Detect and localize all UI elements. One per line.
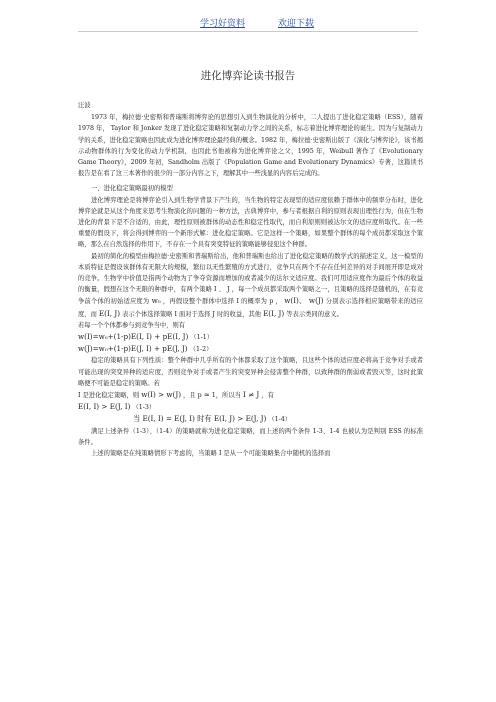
body-paragraph-2: [78, 251, 423, 320]
section-heading: 一、进化稳定策略最初的模型: [91, 185, 173, 193]
body-paragraph-4: 稳定的策略具有下列性质：整个种群中几乎所有的个体都采取了这个策略，且这些个体的适应度必将高于竞争对手或者可能出现的突变异种的适应度，否则竞争对手或者产生的突变异种会侵害整个种群，以致种群的削弱或者毁灭等，这时此策略便不可能是稳定的策略。若: [78, 357, 423, 387]
body-paragraph-5: 满足上述条件（1-3）、（1-4）的策略就称为进化稳定策略，而上述的两个条件 1-3、1-4 也被认为是判别 ESS 的标准条件。: [78, 427, 423, 446]
equation-2: [78, 343, 423, 355]
paragraph-3: 若每一个个体都参与到竞争当中，则有: [78, 321, 186, 329]
para2-part-e: 等表示类同的意义。: [286, 310, 343, 318]
math-wI-gt-wJ: w(I) > w(J): [141, 390, 182, 400]
equation-2-label: （1-2）: [189, 346, 213, 354]
equation-3: [78, 401, 423, 413]
para4b-part-d: ，有: [261, 392, 274, 400]
math-EIJ-2: E(I, J): [263, 308, 285, 318]
equation-3-label: （1-3）: [132, 404, 156, 412]
document-body: [78, 100, 423, 459]
math-w0: w₀: [151, 296, 161, 306]
equation-1-label: （1-1）: [190, 334, 214, 342]
equation-4-formula: 当 E(I, I) = E(J, I) 时有 E(I, J) > E(J, J): [133, 414, 267, 424]
ess-condition-line: [78, 389, 423, 401]
header-links: [200, 16, 344, 29]
study-materials-link[interactable]: 学习好资料: [200, 19, 246, 29]
body-paragraph-1: 进化博弈理论是将博弈论引入到生物学背景下产生的，当生物的特定表现型的适应度依赖于群体中的频率分布时，进化博弈论就是从这个角度来思考生物演化的问题的一种方法，古典博弈中，参与者根据自利的原则表现出理性行为，但在生物进化的背景下是不合适的，由此，理性原则被群体的动态性和稳定性取代，而自利原则则被达尔文的适应度所取代。在一些重要的假设下，将会得到博弈的一个新形式解：进化稳定策略。它是这样一个策略，如果整个群体的每个成员都采取这个策略，那么在自然选择的作用下，不存在一个具有突变特征的策略能够侵犯这个种群。: [78, 196, 423, 249]
para2-part-b: ，再假设整个群体中选择 I 的概率为 p ，: [162, 298, 283, 306]
document-title: 进化博弈论读书报告: [200, 70, 296, 82]
equation-1-formula: w(I)=w₀+(1-p)E(I, I) + pE(I, J): [78, 332, 189, 342]
abstract-paragraph: 1973 年，梅拉德·史密斯和普瑞斯将博弈论的思想引入到生物演化的分析中，二人提出了进化稳定策略（ESS），随着 1978 年， Taylor 和 Jonker 发现了进化稳定策略和复制动力学之间的关系，标志着进化博弈理论的诞生。因为与复制动力学的关系，进化稳定策略也因此成为进化博弈理论最经典的概念。1982 年，梅拉德·史密斯出版了《演化与博弈论》，该书揭示动物群体的行为变化的动力学机制，也因此书他被称为进化博弈论之父，1995 年，Weibull 著作了《Evolutionary Game Theory》，2009 年初，Sandholm 出版了《Population Game and Evolutionary Dynamics》专著，这篇读书报告是在看了这三本著作的很少的一部分内容之下，理解其中一些浅显的内容后完成的。: [78, 114, 423, 178]
para2-part-a: 最初的简化的模型由梅拉德·史密斯和普瑞斯给出，他和普瑞斯也给出了进化稳定策略的数学式的描述定义，这一模型的本质特征是假设该群体有无限大的规模，繁衍以无性繁殖的方式进行，竞争只在两个不存在任何差异的对手间展开即是成对的竞争。生物学中价值是指两个动物为了争夺资源而增加的或者减少的达尔文适应度。我们可用适应度作为最后个体的收益的衡量，假想在这个无限的种群中，有两个策略 I 、 J ，每一个成员都采取两个策略之一，且策略的选择是随机的，在有竞争前个体的初始适应度为: [78, 252, 423, 306]
header-divider: [78, 31, 418, 32]
equation-3-formula: E(I, I) > E(J, I): [78, 402, 131, 412]
download-link[interactable]: 欢迎下载: [277, 19, 314, 29]
body-paragraph-6: 上述的策略是在纯策略情形下考虑的，当策略 I 是从一个可能策略集合中随机的选择而: [91, 450, 331, 458]
math-approx: ≈: [203, 390, 210, 400]
equation-1: [78, 331, 423, 343]
para4b-part-b: ，且 p: [183, 392, 202, 400]
equation-2-formula: w(J)=w₀+(1-p)E(J, I) + pE(J, J): [78, 344, 188, 354]
math-EIJ: E(I, J): [98, 308, 121, 318]
math-I-neq-J: I ≠ J: [242, 390, 260, 400]
equation-4: [78, 413, 423, 425]
para2-part-d: 表示个体选择策略 I 面对于选择 J 时的收益，其他: [122, 310, 262, 318]
author-name: 汪波: [78, 102, 91, 109]
para2-part-c: 分别表示选择相应策略带来的适应度，而: [78, 298, 423, 318]
para4b-part-a: I 是进化稳定策略，则: [78, 392, 140, 400]
equation-4-label: （1-4）: [268, 416, 292, 424]
para4b-part-c: 1，所以当: [211, 392, 241, 400]
math-wI-wJ: w(I)、 w(J): [284, 296, 324, 306]
